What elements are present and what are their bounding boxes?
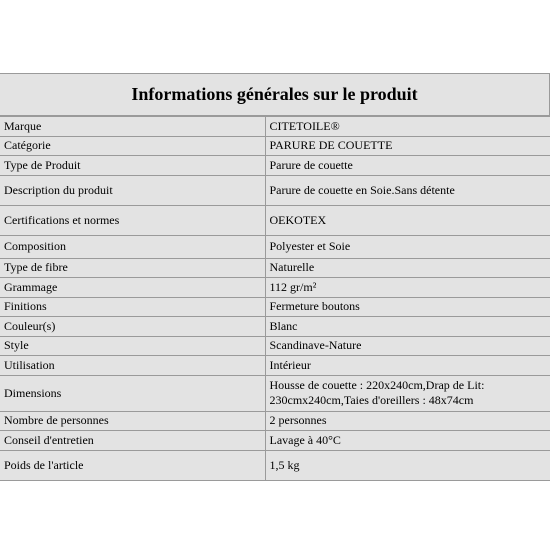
row-label: Type de Produit: [0, 156, 265, 176]
row-label: Style: [0, 336, 265, 356]
table-row: [0, 235, 550, 258]
row-label: Nombre de personnes: [0, 411, 265, 431]
table-row: [0, 278, 550, 298]
row-label: Finitions: [0, 297, 265, 317]
product-info-sheet: [0, 73, 550, 481]
row-value: 112 gr/m²: [265, 278, 550, 298]
table-row: [0, 317, 550, 337]
row-label: Marque: [0, 117, 265, 137]
table-row: [0, 450, 550, 480]
row-value: 2 personnes: [265, 411, 550, 431]
table-title: Informations générales sur le produit: [0, 73, 550, 116]
table-row: [0, 175, 550, 205]
row-value: Housse de couette : 220x240cm,Drap de Lit: 230cmx240cm,Taies d'oreillers : 48x74cm: [265, 375, 550, 411]
product-spec-table: [0, 116, 550, 481]
row-label: Conseil d'entretien: [0, 431, 265, 451]
table-row: [0, 258, 550, 278]
row-value: Parure de couette: [265, 156, 550, 176]
row-label: Composition: [0, 235, 265, 258]
row-label: Certifications et normes: [0, 205, 265, 235]
row-value: Scandinave-Nature: [265, 336, 550, 356]
row-label: Type de fibre: [0, 258, 265, 278]
row-value: Polyester et Soie: [265, 235, 550, 258]
table-row: [0, 297, 550, 317]
row-label: Description du produit: [0, 175, 265, 205]
row-label: Utilisation: [0, 356, 265, 376]
row-label: Dimensions: [0, 375, 265, 411]
table-row: [0, 117, 550, 137]
row-value: Blanc: [265, 317, 550, 337]
row-value: Lavage à 40°C: [265, 431, 550, 451]
row-label: Catégorie: [0, 136, 265, 156]
row-value: Parure de couette en Soie.Sans détente: [265, 175, 550, 205]
row-value: Naturelle: [265, 258, 550, 278]
table-row: [0, 136, 550, 156]
table-row: [0, 205, 550, 235]
row-value: OEKOTEX: [265, 205, 550, 235]
row-label: Couleur(s): [0, 317, 265, 337]
row-value: 1,5 kg: [265, 450, 550, 480]
table-row: [0, 431, 550, 451]
row-value: Fermeture boutons: [265, 297, 550, 317]
row-value: PARURE DE COUETTE: [265, 136, 550, 156]
row-label: Grammage: [0, 278, 265, 298]
row-value: CITETOILE®: [265, 117, 550, 137]
table-row: [0, 336, 550, 356]
table-row: [0, 375, 550, 411]
table-row: [0, 356, 550, 376]
table-row: [0, 411, 550, 431]
row-label: Poids de l'article: [0, 450, 265, 480]
table-row: [0, 156, 550, 176]
row-value: Intérieur: [265, 356, 550, 376]
